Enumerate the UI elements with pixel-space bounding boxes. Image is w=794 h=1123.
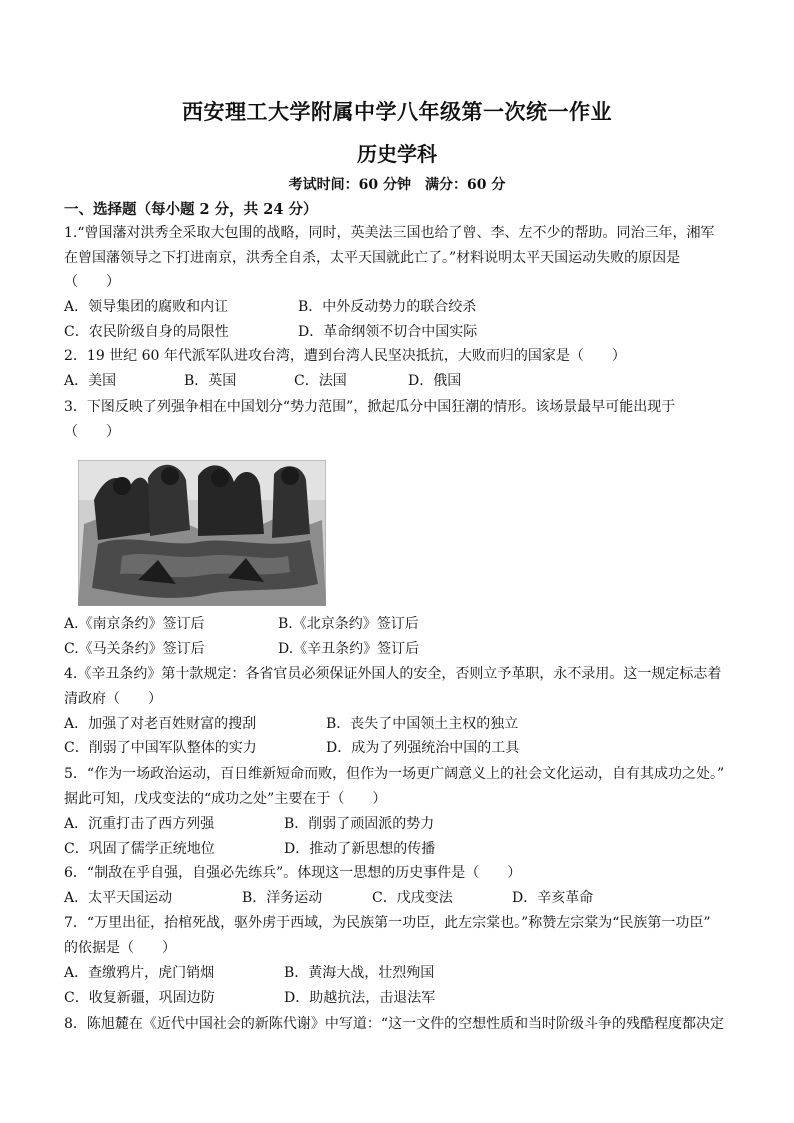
q1-stem-line-2: 在曾国藩领导之下打进南京，洪秀全自杀，太平天国就此亡了。”材料说明太平天国运动失败的原因是 [64,250,681,266]
q4-option-b: B．丧失了中国领土主权的独立 [326,716,519,732]
q5-option-b: B．削弱了顽固派的势力 [284,816,435,832]
q6-option-d: D．辛亥革命 [512,890,594,906]
q1-stem-line-3: （ ） [64,274,120,290]
section-heading: 一、选择题（每小题 2 分，共 24 分） [64,201,318,218]
q7-option-c: C．收复新疆，巩固边防 [64,990,215,1006]
q3-option-c: C.《马关条约》签订后 [64,641,205,657]
q7-stem-line-1: 7．“万里出征，抬棺死战，驱外虏于西域，为民族第一功臣，此左宗棠也。”称赞左宗棠为“民族第一功臣” [64,915,711,931]
exam-info: 考试时间：60 分钟 满分：60 分 [288,177,506,193]
q5-option-c: C．巩固了儒学正统地位 [64,841,215,857]
q5-stem-line-1: 5．“作为一场政治运动，百日维新短命而败，但作为一场更广阔意义上的社会文化运动，自有其成功之处。” [64,766,725,782]
q3-option-d: D.《辛丑条约》签订后 [278,641,420,657]
q2-stem-line-1: 2．19 世纪 60 年代派军队进攻台湾，遭到台湾人民坚决抵抗，大败而归的国家是（ ） [64,348,626,364]
q6-option-b: B．洋务运动 [242,890,323,906]
q4-option-d: D．成为了列强统治中国的工具 [326,740,520,756]
q6-option-a: A．太平天国运动 [64,890,173,906]
q4-stem-line-2: 清政府（ ） [64,691,162,707]
q7-stem-line-2: 的依据是（ ） [64,940,176,956]
q3-option-a: A.《南京条约》签订后 [64,616,205,632]
q4-option-a: A．加强了对老百姓财富的搜刮 [64,716,257,732]
q8-stem-line-1: 8．陈旭麓在《近代中国社会的新陈代谢》中写道：“这一文件的空想性质和当时阶级斗争的残酷程度都决定 [64,1016,725,1032]
q1-option-b: B．中外反动势力的联合绞杀 [298,299,477,315]
q1-option-d: D．革命纲领不切合中国实际 [298,324,478,340]
q3-stem-line-1: 3．下图反映了列强争相在中国划分“势力范围”，掀起瓜分中国狂潮的情形。该场景最早可能出现于 [64,399,676,415]
q2-option-c: C．法国 [294,373,347,389]
q7-option-a: A．查缴鸦片，虎门销烟 [64,965,215,981]
q7-option-b: B．黄海大战，壮烈殉国 [284,965,435,981]
partition-cartoon-image [78,460,326,606]
q5-option-d: D．推动了新思想的传播 [284,841,436,857]
subject-title: 历史学科 [357,142,437,166]
q2-option-a: A．美国 [64,373,117,389]
q5-option-a: A．沉重打击了西方列强 [64,816,215,832]
q2-option-d: D．俄国 [408,373,462,389]
q7-option-d: D．助越抗法，击退法军 [284,990,436,1006]
q5-stem-line-2: 据此可知，戊戌变法的“成功之处”主要在于（ ） [64,791,387,807]
q6-stem-line-1: 6．“制敌在乎自强，自强必先练兵”。体现这一思想的历史事件是（ ） [64,865,522,881]
exam-title: 西安理工大学附属中学八年级第一次统一作业 [182,99,612,124]
q3-option-b: B.《北京条约》签订后 [278,616,419,632]
q2-option-b: B．英国 [184,373,237,389]
q1-stem-line-1: 1.“曾国藩对洪秀全采取大包围的战略，同时，英美法三国也给了曾、李、左不少的帮助。同治三年，湘军 [64,225,715,241]
q1-option-c: C．农民阶级自身的局限性 [64,324,229,340]
q4-stem-line-1: 4.《辛丑条约》第十款规定：各省官员必须保证外国人的安全，否则立予革职，永不录用。这一规定标志着 [64,666,722,682]
q6-option-c: C．戊戌变法 [372,890,453,906]
q1-option-a: A．领导集团的腐败和内讧 [64,299,229,315]
q4-option-c: C．削弱了中国军队整体的实力 [64,740,257,756]
q3-stem-line-2: （ ） [64,424,120,440]
